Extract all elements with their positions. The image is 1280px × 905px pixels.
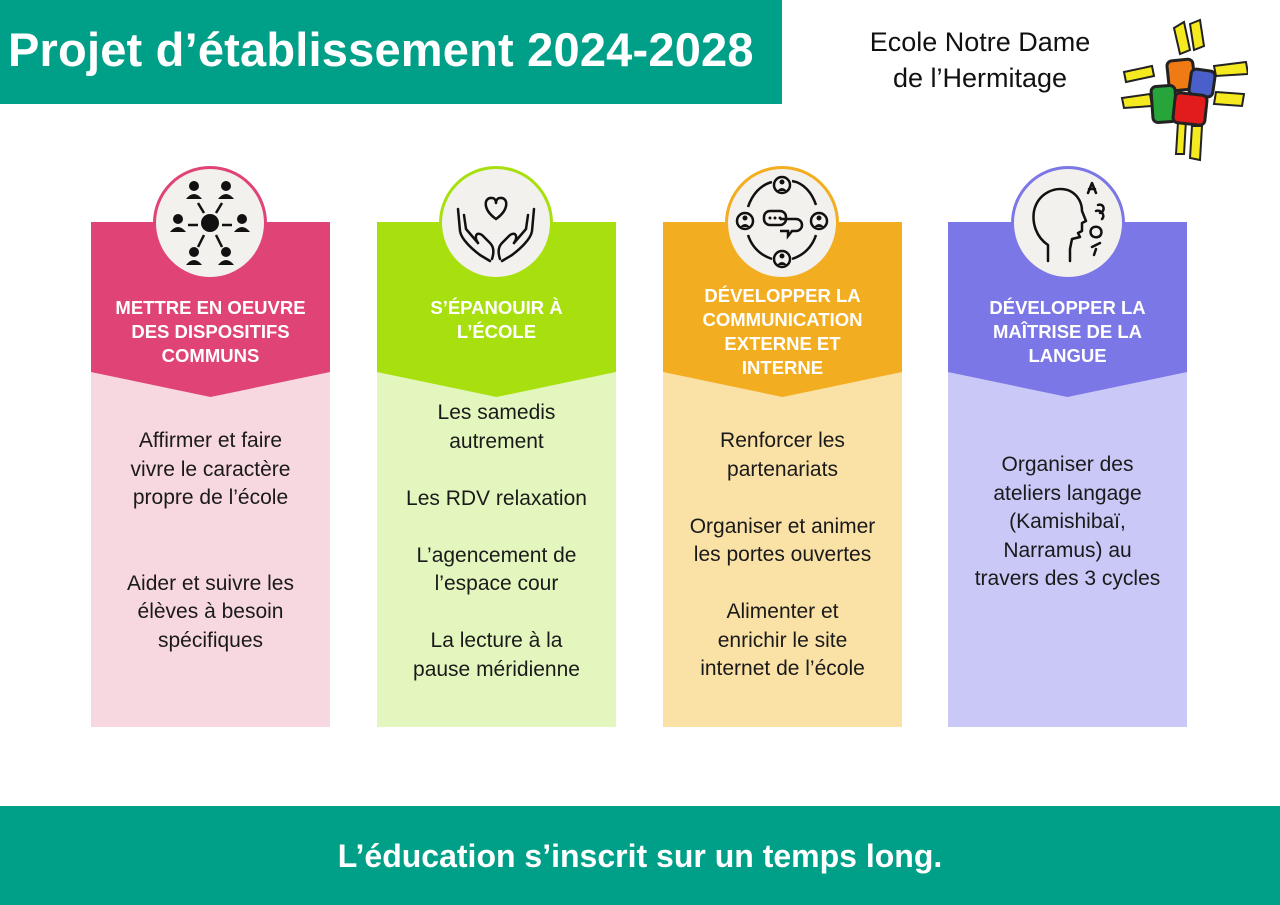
- list-item-line: spécifiques: [157, 628, 264, 652]
- column-communication: [663, 222, 902, 727]
- list-item: [377, 485, 616, 514]
- list-item-line: Narramus) au: [1003, 538, 1132, 562]
- column-dispositifs-communs: [91, 222, 330, 727]
- list-item-line: enrichir le site: [717, 628, 848, 652]
- school-logo: [1112, 14, 1248, 164]
- list-item: [663, 598, 902, 684]
- hands-heart-icon: [439, 166, 553, 280]
- list-item-line: élèves à besoin: [137, 600, 284, 623]
- list-item-line: Alimenter et: [726, 600, 839, 623]
- column-title-line: DES DISPOSITIFS: [131, 321, 290, 342]
- list-item-line: vivre le caractère: [130, 457, 291, 481]
- people-converging-icon: [153, 166, 267, 280]
- column-title: [954, 296, 1181, 368]
- list-item-line: (Kamishibaï,: [1009, 510, 1126, 533]
- column-title: [97, 296, 324, 368]
- list-item-line: Renforcer les: [720, 429, 845, 452]
- speaking-head-icon: [1011, 166, 1125, 280]
- list-item-line: Aider et suivre les: [127, 571, 294, 595]
- list-item-line: Organiser des: [1001, 453, 1134, 476]
- column-title: [383, 296, 610, 344]
- list-item-line: ateliers langage: [993, 481, 1142, 505]
- list-item-line: pause méridienne: [413, 657, 580, 681]
- list-item-line: Affirmer et faire: [138, 429, 283, 452]
- column-items: [663, 427, 902, 684]
- school-name-line-2: de l’Hermitage: [892, 63, 1068, 93]
- column-title-line: L’ÉCOLE: [456, 321, 537, 342]
- column-items: [91, 427, 330, 655]
- list-item: [91, 427, 330, 513]
- list-item-line: Les samedis: [437, 401, 556, 424]
- column-title: [669, 284, 896, 380]
- list-item-line: propre de l’école: [132, 486, 289, 509]
- column-title-line: DÉVELOPPER LA: [704, 285, 861, 306]
- column-items: [377, 399, 616, 684]
- list-item-line: les portes ouvertes: [693, 543, 872, 566]
- column-title-line: INTERNE: [741, 357, 824, 378]
- list-item: [377, 399, 616, 456]
- list-item-line: partenariats: [727, 457, 838, 481]
- list-item: [663, 427, 902, 484]
- list-item-line: Organiser et animer: [689, 514, 876, 538]
- list-item-line: internet de l’école: [700, 657, 865, 680]
- column-title-line: COMMUNS: [161, 345, 260, 366]
- list-item: [377, 542, 616, 599]
- column-title-line: LANGUE: [1028, 345, 1107, 366]
- column-title-line: S’ÉPANOUIR À: [430, 297, 563, 318]
- column-items: [948, 451, 1187, 594]
- list-item-line: autrement: [449, 429, 544, 453]
- list-item-line: L’agencement de: [416, 543, 577, 567]
- column-epanouir: [377, 222, 616, 727]
- communication-cycle-icon: [725, 166, 839, 280]
- list-item: [663, 513, 902, 570]
- list-item: [948, 451, 1187, 594]
- column-title-line: MAÎTRISE DE LA: [992, 321, 1143, 342]
- list-item-line: travers des 3 cycles: [974, 567, 1161, 590]
- column-title-line: METTRE EN OEUVRE: [115, 297, 306, 318]
- list-item-line: La lecture à la: [430, 629, 563, 652]
- list-item: [91, 570, 330, 656]
- column-title-line: COMMUNICATION: [702, 309, 863, 330]
- list-item-line: l’espace cour: [434, 572, 559, 595]
- list-item-line: Les RDV relaxation: [406, 486, 587, 510]
- list-item: [377, 627, 616, 684]
- page-title: Projet d’établissement 2024-2028: [8, 23, 754, 76]
- school-name: [850, 24, 1110, 96]
- column-title-line: EXTERNE ET: [724, 333, 841, 354]
- footer-tagline: L’éducation s’inscrit sur un temps long.: [337, 838, 943, 874]
- column-title-line: DÉVELOPPER LA: [989, 297, 1146, 318]
- school-name-line-1: Ecole Notre Dame: [869, 27, 1091, 57]
- column-maitrise-langue: [948, 222, 1187, 727]
